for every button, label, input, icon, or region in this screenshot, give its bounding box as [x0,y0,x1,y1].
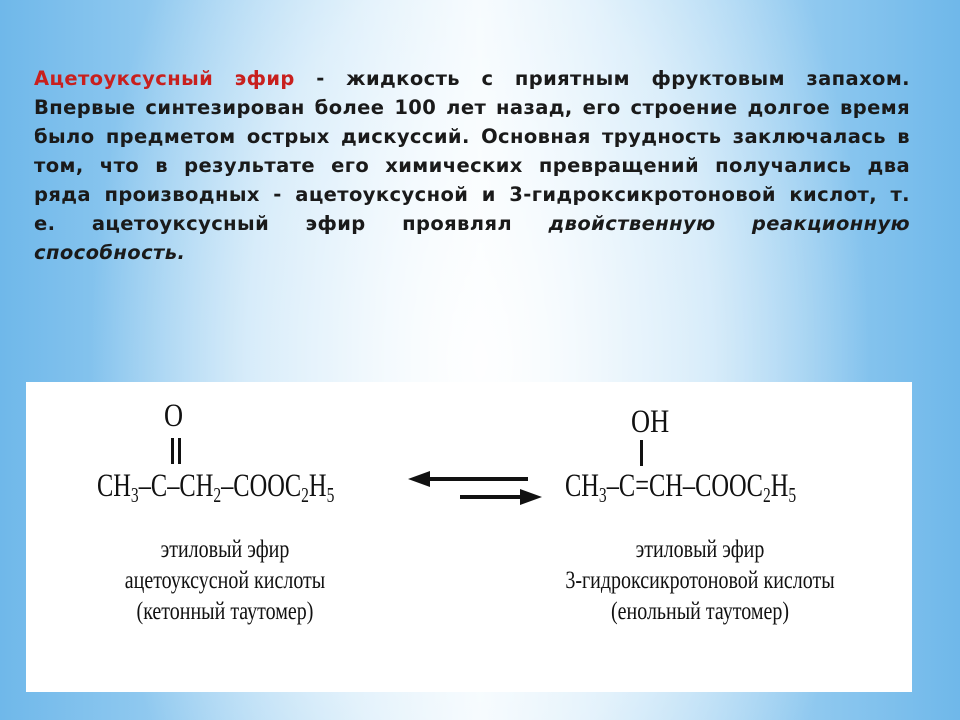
keto-double-bond-left [171,438,174,464]
paragraph-body: - жидкость с приятным фруктовым запахом. Впервые синтезирован более 100 лет назад, его строение долгое время было предметом острых дискуссий. Основная трудность заключалась в том, что в результате его химических превращений получались два ряда производных - ацетоуксусной и 3-гидроксикротоновой кислот, т. е. ацетоуксусный эфир проявлял [34,67,910,235]
keto-formula: $CH_3-C-CH_2-COOC_2H_5$ [97,468,335,507]
equilibrium-arrows-icon [400,468,550,508]
term-highlight: Ацетоуксусный эфир [34,67,295,90]
enol-caption-line: (енольный таутомер) [610,598,790,625]
enol-single-bond [640,440,643,466]
intro-paragraph [34,64,910,267]
enol-hydroxyl: OH [631,404,670,440]
enol-caption [556,534,844,627]
enol-caption-line: 3-гидроксикротоновой кислоты [565,567,835,594]
keto-caption [93,534,357,627]
keto-caption-line: ацетоуксусной кислоты [124,567,326,594]
keto-double-bond-right [178,438,181,464]
enol-caption-line: этиловый эфир [635,536,765,563]
keto-caption-line: (кетонный таутомер) [136,598,314,625]
keto-caption-line: этиловый эфир [160,536,290,563]
enol-formula: $CH_3-C=CH-COOC_2H_5$ [565,468,797,507]
paragraph-emphasis: двойственную реакционную способность. [34,212,910,264]
keto-oxygen: O [164,398,184,434]
